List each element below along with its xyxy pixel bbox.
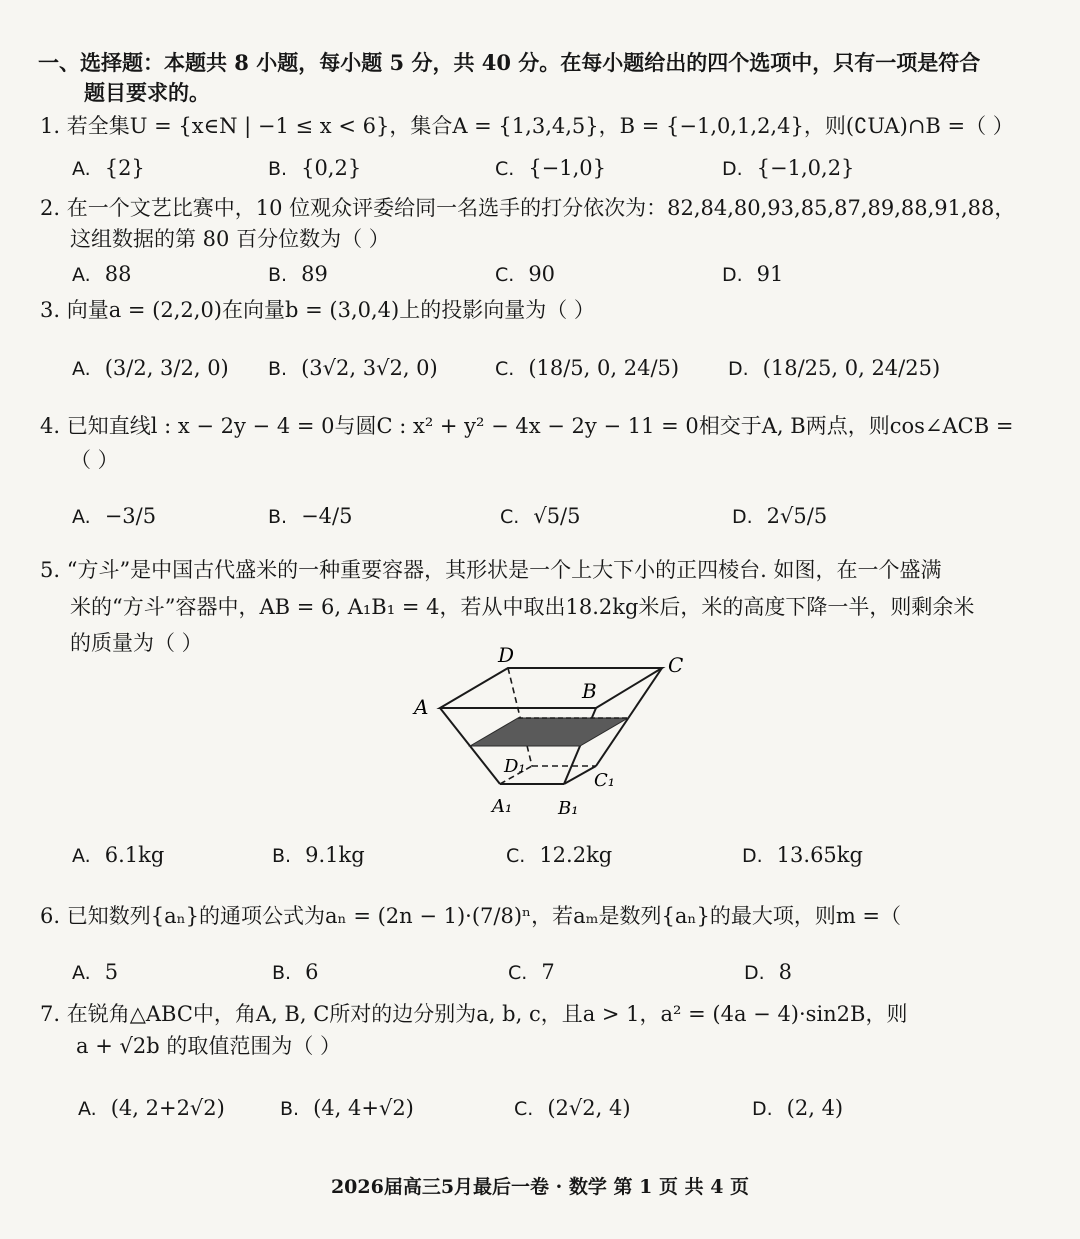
- option-d: D. 91: [722, 262, 784, 286]
- question-stem: 2. 在一个文艺比赛中，10 位观众评委给同一名选手的打分依次为：82,84,80,93,85,87,89,88,91,88，: [40, 196, 1016, 220]
- option-b: B. −4/5: [268, 504, 353, 528]
- option-a: A. −3/5: [72, 504, 157, 528]
- option-c: C. (18/5, 0, 24/5): [495, 356, 680, 380]
- vertex-label: A₁: [492, 796, 513, 817]
- option-c: C. {−1,0}: [495, 156, 607, 180]
- vertex-label: D: [498, 643, 515, 667]
- option-d: D. 13.65kg: [742, 843, 863, 867]
- edge-d-d1: [508, 668, 532, 766]
- top-face: [440, 668, 662, 708]
- option-b: B. 89: [268, 262, 328, 286]
- option-d: D. {−1,0,2}: [722, 156, 855, 180]
- question-stem-continued: 米的“方斗”容器中，AB = 6, A₁B₁ = 4，若从中取出18.2kg米后，米的高度下降一半，则剩余米: [70, 595, 975, 619]
- option-a: A. 5: [72, 960, 119, 984]
- question-stem: 3. 向量a = (2,2,0)在向量b = (3,0,4)上的投影向量为（ ）: [40, 298, 595, 322]
- question-stem-continued: 这组数据的第 80 百分位数为（ ）: [70, 227, 390, 251]
- question-stem: 6. 已知数列{aₙ}的通项公式为aₙ = (2n − 1)·(7/8)ⁿ，若aₘ是数列{aₙ}的最大项，则m =（: [40, 904, 902, 928]
- question-stem: 5. “方斗”是中国古代盛米的一种重要容器，其形状是一个上大下小的正四棱台. 如图，在一个盛满: [40, 558, 942, 582]
- vertex-label: B₁: [558, 798, 579, 819]
- option-c: C. 7: [508, 960, 555, 984]
- rice-surface: [470, 718, 628, 746]
- option-c: C. (2√2, 4): [514, 1096, 631, 1120]
- question-stem: 4. 已知直线l : x − 2y − 4 = 0与圆C : x² + y² − 4x − 2y − 11 = 0相交于A, B两点，则cos∠ACB =: [40, 414, 1014, 438]
- section-heading-line-1: 一、选择题：本题共 8 小题，每小题 5 分，共 40 分。在每小题给出的四个选项中，只有一项是符合: [38, 50, 981, 75]
- question-stem: 7. 在锐角△ABC中，角A, B, C所对的边分别为a, b, c，且a > 1，a² = (4a − 4)·sin2B，则: [40, 1002, 908, 1026]
- option-d: D. 2√5/5: [732, 504, 828, 528]
- question-stem: 1. 若全集U = {x∈N | −1 ≤ x < 6}，集合A = {1,3,4,5}，B = {−1,0,1,2,4}，则(∁UA)∩B =（ ）: [40, 114, 1014, 138]
- option-a: A. 6.1kg: [72, 843, 165, 867]
- page-footer: 2026届高三5月最后一卷 · 数学 第 1 页 共 4 页: [330, 1176, 750, 1198]
- option-a: A. (3/2, 3/2, 0): [72, 356, 229, 380]
- option-a: A. 88: [72, 262, 132, 286]
- vertex-label: C: [668, 653, 684, 677]
- question-stem-continued: 的质量为（ ）: [70, 631, 203, 655]
- option-c: C. 12.2kg: [506, 843, 613, 867]
- vertex-label: A: [414, 695, 429, 719]
- option-b: B. {0,2}: [268, 156, 362, 180]
- section-heading-line-2: 题目要求的。: [84, 80, 210, 105]
- option-d: D. (2, 4): [752, 1096, 844, 1120]
- option-c: C. 90: [495, 262, 556, 286]
- option-b: B. (3√2, 3√2, 0): [268, 356, 438, 380]
- option-a: A. {2}: [72, 156, 145, 180]
- edge-c-c1: [596, 668, 662, 766]
- option-d: D. (18/25, 0, 24/25): [728, 356, 941, 380]
- question-stem-continued: （ ）: [70, 448, 119, 472]
- question-stem-continued: a + √2b 的取值范围为（ ）: [76, 1034, 342, 1058]
- vertex-label: C₁: [594, 770, 615, 791]
- vertex-label: B: [582, 679, 597, 703]
- option-b: B. 9.1kg: [272, 843, 365, 867]
- option-b: B. (4, 4+√2): [280, 1096, 414, 1120]
- vertex-label: D₁: [504, 756, 526, 777]
- option-a: A. (4, 2+2√2): [78, 1096, 225, 1120]
- option-c: C. √5/5: [500, 504, 581, 528]
- frustum-figure: [400, 640, 720, 830]
- option-b: B. 6: [272, 960, 319, 984]
- option-d: D. 8: [744, 960, 793, 984]
